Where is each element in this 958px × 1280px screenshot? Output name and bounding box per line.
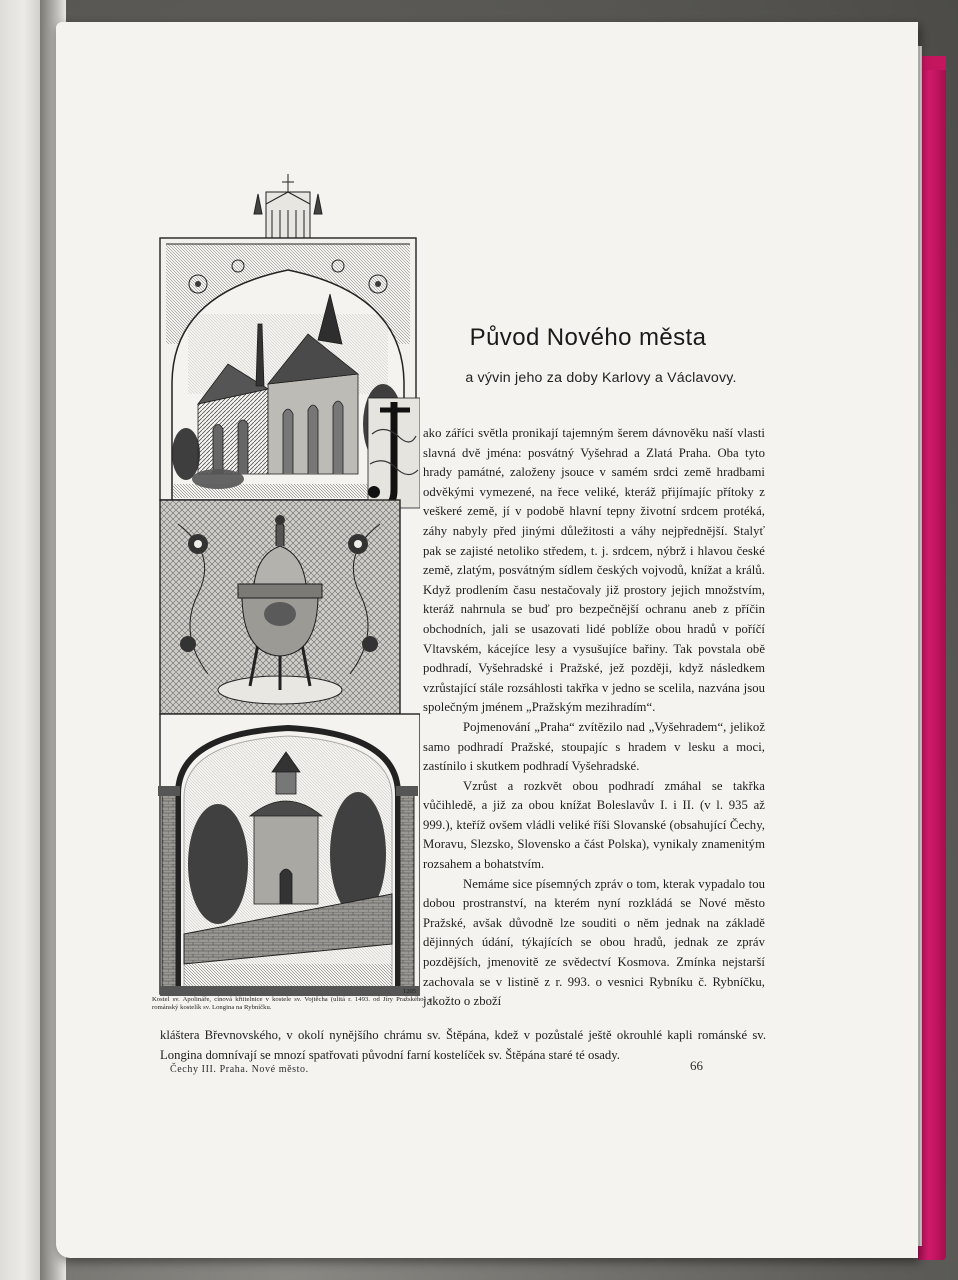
paragraph-4: Nemáme sice písemných zpráv o tom, kterak vypadalo tou dobou prostranství, na kterém nyní rozkládá se Nové město Pražské, avšak důvodně lze souditi o něm jednak na základě dějinných údání, týkajících se obou hradů, jednak ze zpráv pozdějších, jmenovitě ze svědectví Kosmova. Zmínka nejstarší zachovala se v listině z r. 993. o vesnici Rybníku č. Rybníčku, jakožto o zboží: [423, 876, 765, 1009]
decorated-initial-J: [368, 398, 420, 508]
gothic-pinnacle: [254, 174, 322, 238]
full-width-text: kláštera Břevnovského, v okolí nynějšího chrámu sv. Štěpána, kdež v pozůstalé ještě okrouhlé kapli románské sv. Longina domnívají se mnozí spatřovati původní farní kostelíček sv. Štěpána staré té osady.: [160, 1028, 766, 1062]
chapter-title: Původ Nového města: [469, 324, 707, 351]
book-cover-edge: [918, 56, 946, 1260]
engraving-illustration: [158, 174, 420, 1000]
caption-text: Kostel sv. Apolináře, cínová křtitelnice v kostele sv. Vojtěcha (ulitá r. 1493. od Jíry Pražského) a románský kostelík sv. Longina na Rybníčku.: [152, 996, 432, 1012]
rotunda-vignette: [158, 714, 420, 996]
illustration-column: [158, 174, 420, 1000]
paragraph-1: ako záříci světla pronikají tajemným šerem dávnověku naší vlasti slavná dvě jména: posvátný Vyšehrad a Zlatá Praha. Oba tyto hrady památné, založeny jsouce v samém srdci země hradbami odvěkými vymezené, na řece veliké, kteráž přijímajíc přítoky z veškeré země, jí v podobě hlavní tepny životní srdcem protéká, záhy nabyly před jinými důležitosti a váhy nejpřednější. Stalyť pak se zajisté netoliko středem, t. j. srdcem, nýbrž i hlavou české země, zlatým, posvátným sídlem českých vojvodů, knížat a králů. Když prodlením času nestačovaly již prostory jejich množstvím, kteráž nahrnula se buď pro bezpečnější ochranu aneb z příčin obchodních, jali se usazovati lidé poblíže obou hradů v poříčí Vltavském, kácejíce lesy a vysušujíce bařiny. Tak povstala obě podhradí, Vyšehradské i Pražské, jež později, když následkem vzrůstající stále rozsáhlosti takřka v jedno se scelila, nazvána jsou společným jménem „Pražským mezihradím“.: [423, 426, 765, 715]
page-footer: Čechy III. Praha. Nové město.: [170, 1064, 309, 1075]
baptismal-font-panel: [160, 500, 400, 714]
figure-number: 1205: [403, 988, 416, 995]
body-text: [423, 424, 765, 1012]
illustration-caption: [152, 988, 432, 1013]
page-number: 66: [690, 1058, 703, 1073]
chapter-subtitle: a vývin jeho za doby Karlovy a Václavovy.: [465, 370, 737, 386]
paragraph-3: Vzrůst a rozkvět obou podhradí zmáhal se takřka vůčihledě, a již za obou knížat Boleslavův I. i II. (v l. 935 až 999.), kteříž ovšem vládli veliké říši Slovanské (obsahující Čechy, Moravu, Slezsko, Slovensko a část Polska), vynikaly znamenitým rozsahem a bohatstvím.: [423, 778, 765, 872]
paragraph-2: Pojmenování „Praha“ zvítězilo nad „Vyšehradem“, jelikož samo podhradí Pražské, stoupajíc s hradem v lesku a moci, zastínilo i skutkem podhradí Vyšehradské.: [423, 719, 765, 774]
